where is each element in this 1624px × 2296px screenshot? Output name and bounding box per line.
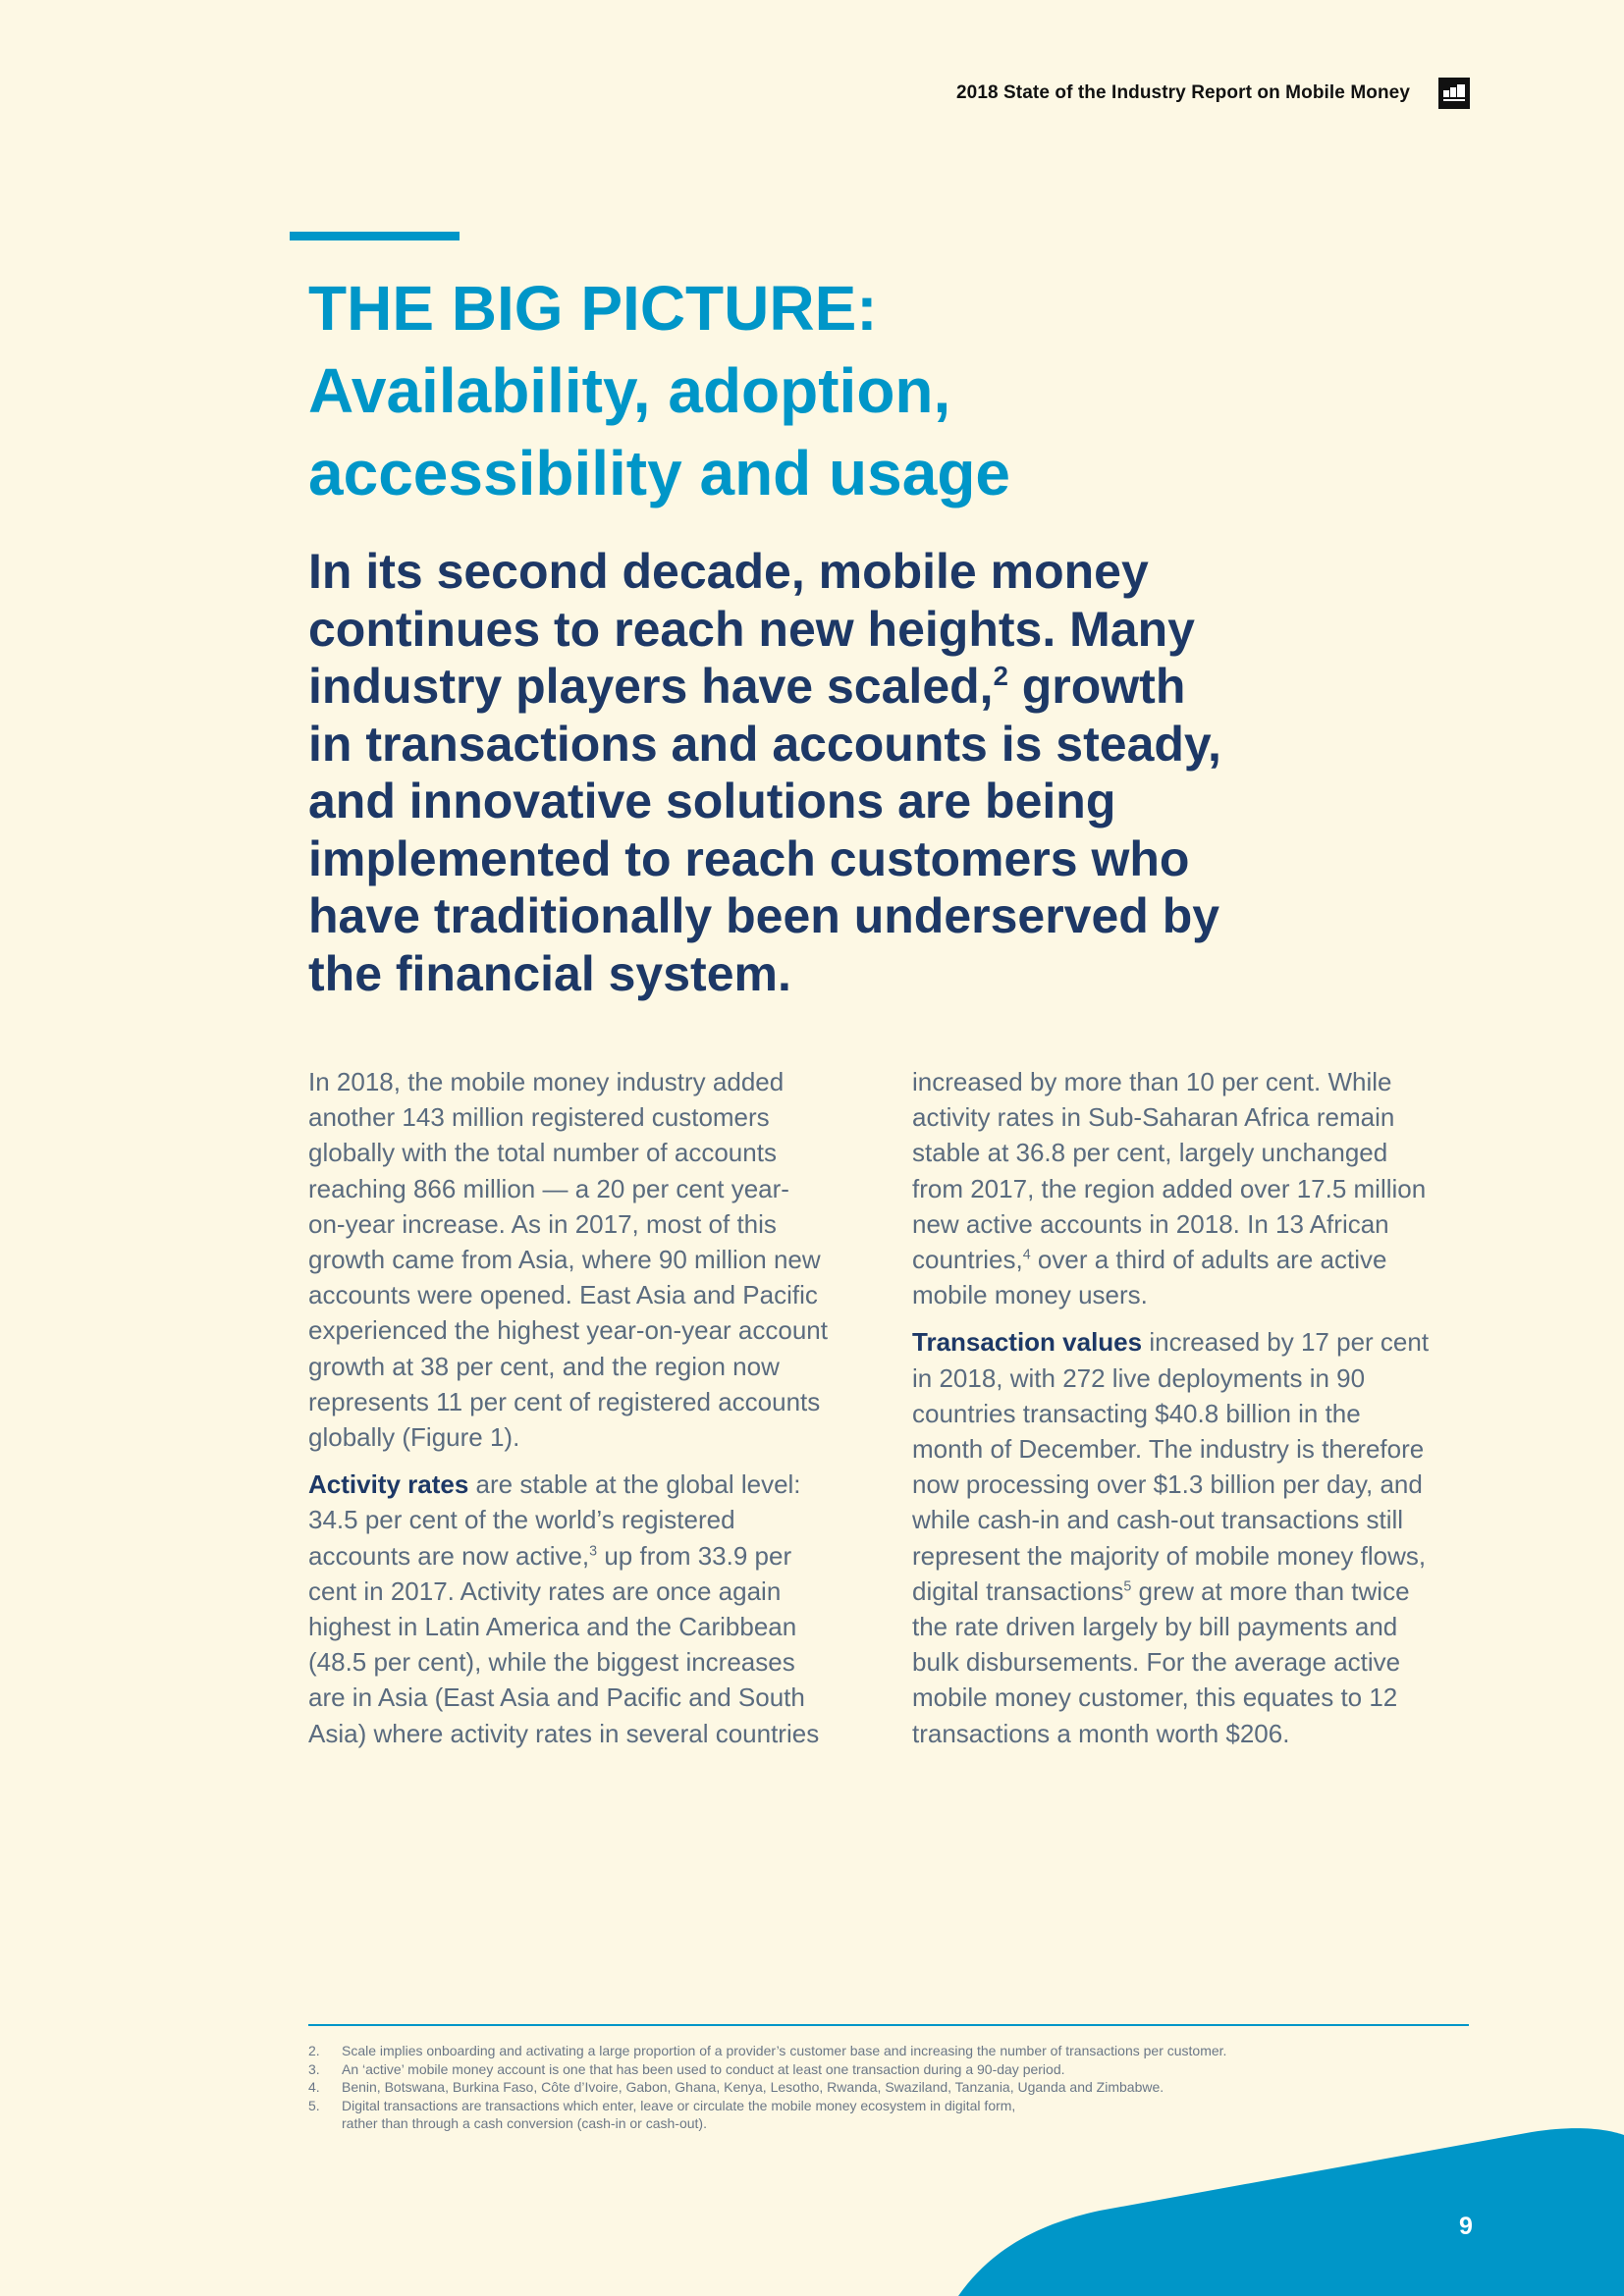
page-number: 9: [1459, 2213, 1473, 2240]
body-text: countries,: [912, 1245, 1023, 1275]
body-line: increased by more than 10 per cent. While: [912, 1067, 1392, 1096]
body-text: grew at more than twice: [1131, 1575, 1410, 1606]
body-line: activity rates in Sub-Saharan Africa remain: [912, 1102, 1395, 1133]
key-term: Transaction values: [912, 1327, 1143, 1358]
footnote-ref: 3: [589, 1543, 598, 1560]
body-line: experienced the highest year-on-year account: [308, 1315, 828, 1346]
body-line: new active accounts in 2018. In 13 African: [912, 1208, 1389, 1239]
body-line: now processing over $1.3 billion per day, and: [912, 1469, 1423, 1500]
body-line: (48.5 per cent), while the biggest increases: [308, 1647, 795, 1678]
footnote-text: rather than through a cash conversion (cash-in or cash-out).: [342, 2115, 707, 2131]
body-line: mobile money users.: [912, 1280, 1148, 1310]
body-line: represents 11 per cent of registered accounts: [308, 1386, 821, 1416]
body-line: reaching 866 million — a 20 per cent year-: [308, 1173, 789, 1203]
body-line: the rate driven largely by bill payments and: [912, 1612, 1398, 1642]
footnote-number: 2.: [308, 2043, 320, 2058]
footnote-ref: 4: [1022, 1247, 1031, 1263]
body-line: globally (Figure 1).: [308, 1422, 520, 1453]
lead-line: the financial system.: [308, 945, 791, 1001]
body-text: are stable at the global level:: [468, 1469, 801, 1500]
body-line: growth came from Asia, where 90 million new: [308, 1245, 821, 1275]
footnote-text: An ‘active’ mobile money account is one that has been used to conduct at least one transaction during a 90-day period.: [342, 2060, 1065, 2077]
footnote-number: 3.: [308, 2060, 320, 2077]
section-title-line: accessibility and usage: [308, 438, 1010, 508]
body-line: stable at 36.8 per cent, largely unchanged: [912, 1138, 1388, 1168]
body-line: Asia) where activity rates in several countries: [308, 1718, 820, 1748]
footnote-number: 5.: [308, 2097, 320, 2113]
lead-line: and innovative solutions are being: [308, 774, 1116, 828]
lead-text: industry players have scaled,: [308, 659, 994, 714]
lead-line: implemented to reach customers who: [308, 830, 1190, 886]
body-line: represent the majority of mobile money flows,: [912, 1540, 1427, 1571]
lead-line: in transactions and accounts is steady,: [308, 716, 1221, 772]
body-line: globally with the total number of accounts: [308, 1138, 777, 1168]
lead-text: growth: [1007, 659, 1186, 714]
body-line: cent in 2017. Activity rates are once again: [308, 1575, 782, 1606]
footnote-text: Digital transactions are transactions which enter, leave or circulate the mobile money ecosystem in digital form,: [342, 2097, 1016, 2113]
body-line: bulk disbursements. For the average active: [912, 1647, 1401, 1678]
body-line: another 143 million registered customers: [308, 1102, 770, 1133]
body-line: accounts were opened. East Asia and Pacific: [308, 1280, 818, 1310]
body-line: are in Asia (East Asia and Pacific and South: [308, 1682, 805, 1713]
footnote-text: Benin, Botswana, Burkina Faso, Côte d’Ivoire, Gabon, Ghana, Kenya, Lesotho, Rwanda, Swaziland, Tanzania, Uganda and Zimbabwe.: [342, 2079, 1164, 2095]
body-text: up from 33.9 per: [597, 1540, 792, 1571]
body-line: from 2017, the region added over 17.5 million: [912, 1173, 1427, 1203]
body-line: growth at 38 per cent, and the region now: [308, 1351, 780, 1381]
body-line: in 2018, with 272 live deployments in 90: [912, 1362, 1366, 1393]
footnote-ref: 5: [1123, 1578, 1132, 1595]
body-line: highest in Latin America and the Caribbean: [308, 1612, 797, 1642]
lead-line: continues to reach new heights. Many: [308, 601, 1195, 657]
key-term: Activity rates: [308, 1469, 469, 1500]
report-header-title: 2018 State of the Industry Report on Mobile Money: [955, 82, 1410, 103]
body-line: In 2018, the mobile money industry added: [308, 1067, 785, 1096]
lead-line: have traditionally been underserved by: [308, 888, 1220, 943]
body-text: digital transactions: [912, 1575, 1124, 1606]
body-text: accounts are now active,: [308, 1540, 590, 1571]
body-line: transactions a month worth $206.: [912, 1718, 1290, 1748]
footnote-number: 4.: [308, 2079, 320, 2095]
body-line: on-year increase. As in 2017, most of this: [308, 1208, 777, 1239]
body-line: countries transacting $40.8 billion in the: [912, 1398, 1361, 1428]
body-line: month of December. The industry is therefore: [912, 1434, 1425, 1465]
section-title-line: Availability, adoption,: [308, 355, 951, 426]
footnote-text: Scale implies onboarding and activating a large proportion of a provider’s customer base and increasing the number of transactions per customer.: [342, 2043, 1227, 2058]
body-line: 34.5 per cent of the world’s registered: [308, 1505, 735, 1535]
lead-line: In its second decade, mobile money: [308, 544, 1149, 599]
body-text: increased by 17 per cent: [1142, 1327, 1430, 1358]
body-line: mobile money customer, this equates to 12: [912, 1682, 1398, 1713]
body-line: while cash-in and cash-out transactions still: [912, 1505, 1404, 1535]
body-text: over a third of adults are active: [1030, 1245, 1387, 1275]
section-title-line: THE BIG PICTURE:: [308, 273, 878, 344]
footnote-ref: 2: [993, 661, 1008, 692]
